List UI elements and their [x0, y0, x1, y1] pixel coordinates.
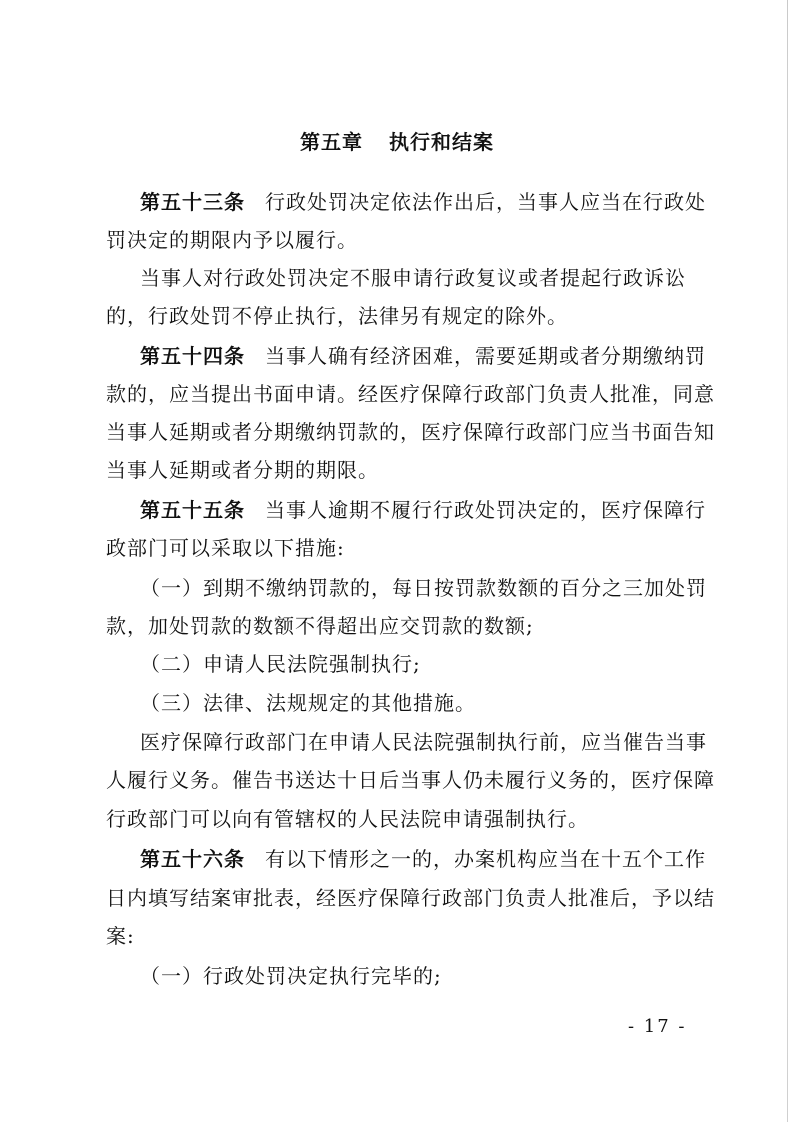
article-number: 第五十四条 [140, 344, 245, 368]
article-55-para2-line-1: 医疗保障行政部门在申请人民法院强制执行前，应当催告当事 [140, 730, 707, 754]
article-55-item-1-line-2: 款，加处罚款的数额不得超出应交罚款的数额; [106, 614, 534, 638]
article-56-line-3: 案: [106, 924, 135, 948]
article-text: 当事人逾期不履行行政处罚决定的，医疗保障行 [265, 498, 706, 522]
article-text: 有以下情形之一的，办案机构应当在十五个工作 [265, 847, 706, 871]
article-55-item-1-line-1: （一）到期不缴纳罚款的，每日按罚款数额的百分之三加处罚 [140, 576, 707, 600]
chapter-name: 执行和结案 [389, 130, 494, 154]
article-53-para2-line-2: 的，行政处罚不停止执行，法律另有规定的除外。 [106, 304, 568, 328]
chapter-number: 第五章 [300, 130, 363, 154]
article-55-line-2: 政部门可以采取以下措施: [106, 536, 345, 560]
article-55-line-1 [140, 496, 706, 524]
article-53-para2-line-1: 当事人对行政处罚决定不服申请行政复议或者提起行政诉讼 [140, 266, 686, 290]
article-55-para2-line-2: 人履行义务。催告书送达十日后当事人仍未履行义务的，医疗保障 [106, 768, 715, 792]
article-56-item-1: （一）行政处罚决定执行完毕的; [140, 964, 442, 988]
article-54-line-3: 当事人延期或者分期缴纳罚款的，医疗保障行政部门应当书面告知 [106, 420, 715, 444]
article-text: 行政处罚决定依法作出后，当事人应当在行政处 [265, 190, 706, 214]
article-53-line-1 [140, 188, 706, 216]
chapter-title [0, 126, 794, 155]
article-55-item-3: （三）法律、法规规定的其他措施。 [140, 691, 476, 715]
article-55-para2-line-3: 行政部门可以向有管辖权的人民法院申请强制执行。 [106, 807, 589, 831]
article-53-line-2: 罚决定的期限内予以履行。 [106, 228, 358, 252]
article-54-line-4: 当事人延期或者分期的期限。 [106, 458, 379, 482]
scan-edge-line [787, 0, 788, 1122]
article-54-line-1 [140, 342, 706, 370]
article-54-line-2: 款的，应当提出书面申请。经医疗保障行政部门负责人批准，同意 [106, 382, 715, 406]
article-56-line-2: 日内填写结案审批表，经医疗保障行政部门负责人批准后，予以结 [106, 886, 715, 910]
article-number: 第五十六条 [140, 847, 245, 871]
page-number: - 17 - [628, 1016, 687, 1037]
article-56-line-1 [140, 845, 706, 873]
article-text: 当事人确有经济困难，需要延期或者分期缴纳罚 [265, 344, 706, 368]
article-number: 第五十五条 [140, 498, 245, 522]
article-55-item-2: （二）申请人民法院强制执行; [140, 652, 421, 676]
article-number: 第五十三条 [140, 190, 245, 214]
